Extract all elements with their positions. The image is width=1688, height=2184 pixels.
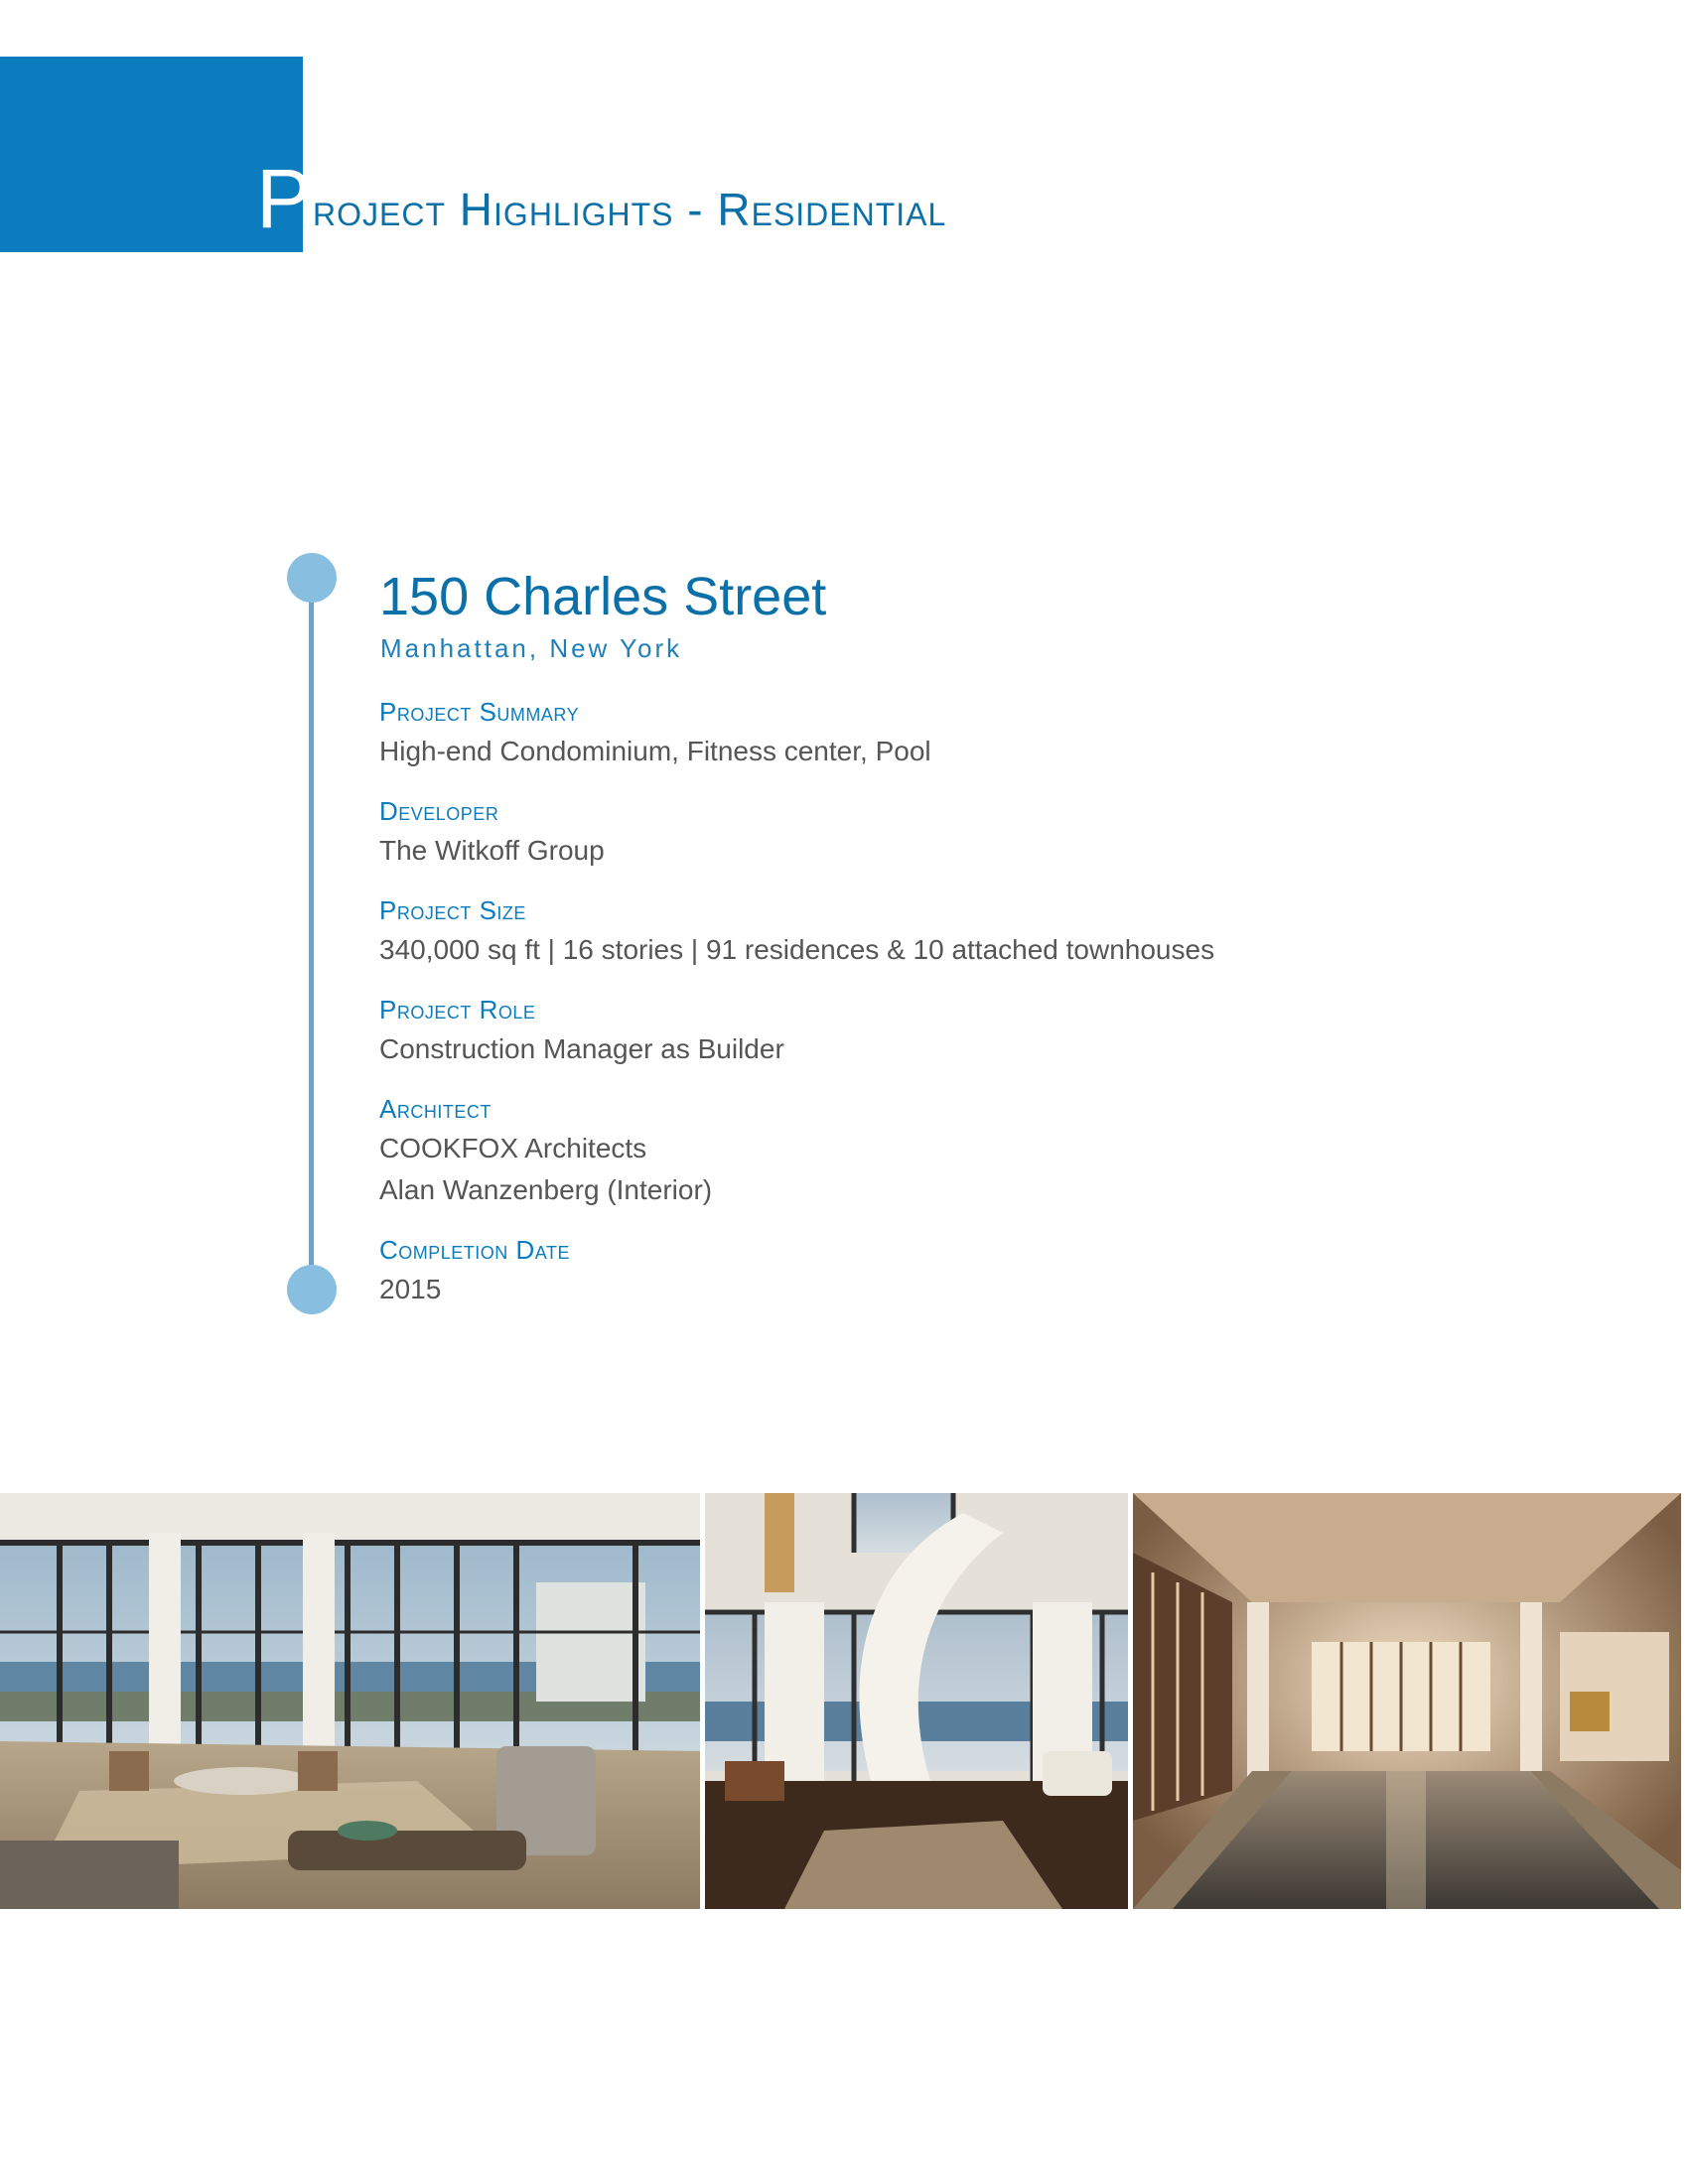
- page-title: [256, 152, 947, 245]
- pool-photo: [1133, 1493, 1681, 1909]
- developer-value: The Witkoff Group: [379, 835, 605, 866]
- project-location: Manhattan, New York: [380, 633, 683, 663]
- staircase-photo: [705, 1493, 1128, 1909]
- completion-date-label: Completion Date: [379, 1235, 570, 1265]
- interior-architect-value: Alan Wanzenberg (Interior): [379, 1174, 713, 1205]
- architect-value: COOKFOX Architects: [379, 1133, 647, 1163]
- architect-label: Architect: [379, 1094, 492, 1124]
- timeline-line: [309, 576, 314, 1291]
- page-title-rest: roject Highlights - Residential: [313, 184, 947, 235]
- page-title-initial: P: [256, 152, 314, 245]
- developer-label: Developer: [379, 796, 499, 826]
- living-room-photo: [0, 1493, 700, 1909]
- project-role-label: Project Role: [379, 995, 536, 1024]
- project-summary-label: Project Summary: [379, 697, 580, 727]
- project-role-value: Construction Manager as Builder: [379, 1033, 784, 1064]
- timeline-dot-top: [287, 553, 337, 603]
- project-name: 150 Charles Street: [379, 567, 827, 626]
- project-size-label: Project Size: [379, 895, 526, 925]
- project-summary-value: High-end Condominium, Fitness center, Pool: [379, 736, 931, 766]
- project-size-value: 340,000 sq ft | 16 stories | 91 residences & 10 attached townhouses: [379, 934, 1215, 965]
- timeline-dot-bottom: [287, 1265, 337, 1314]
- completion-date-value: 2015: [379, 1274, 442, 1304]
